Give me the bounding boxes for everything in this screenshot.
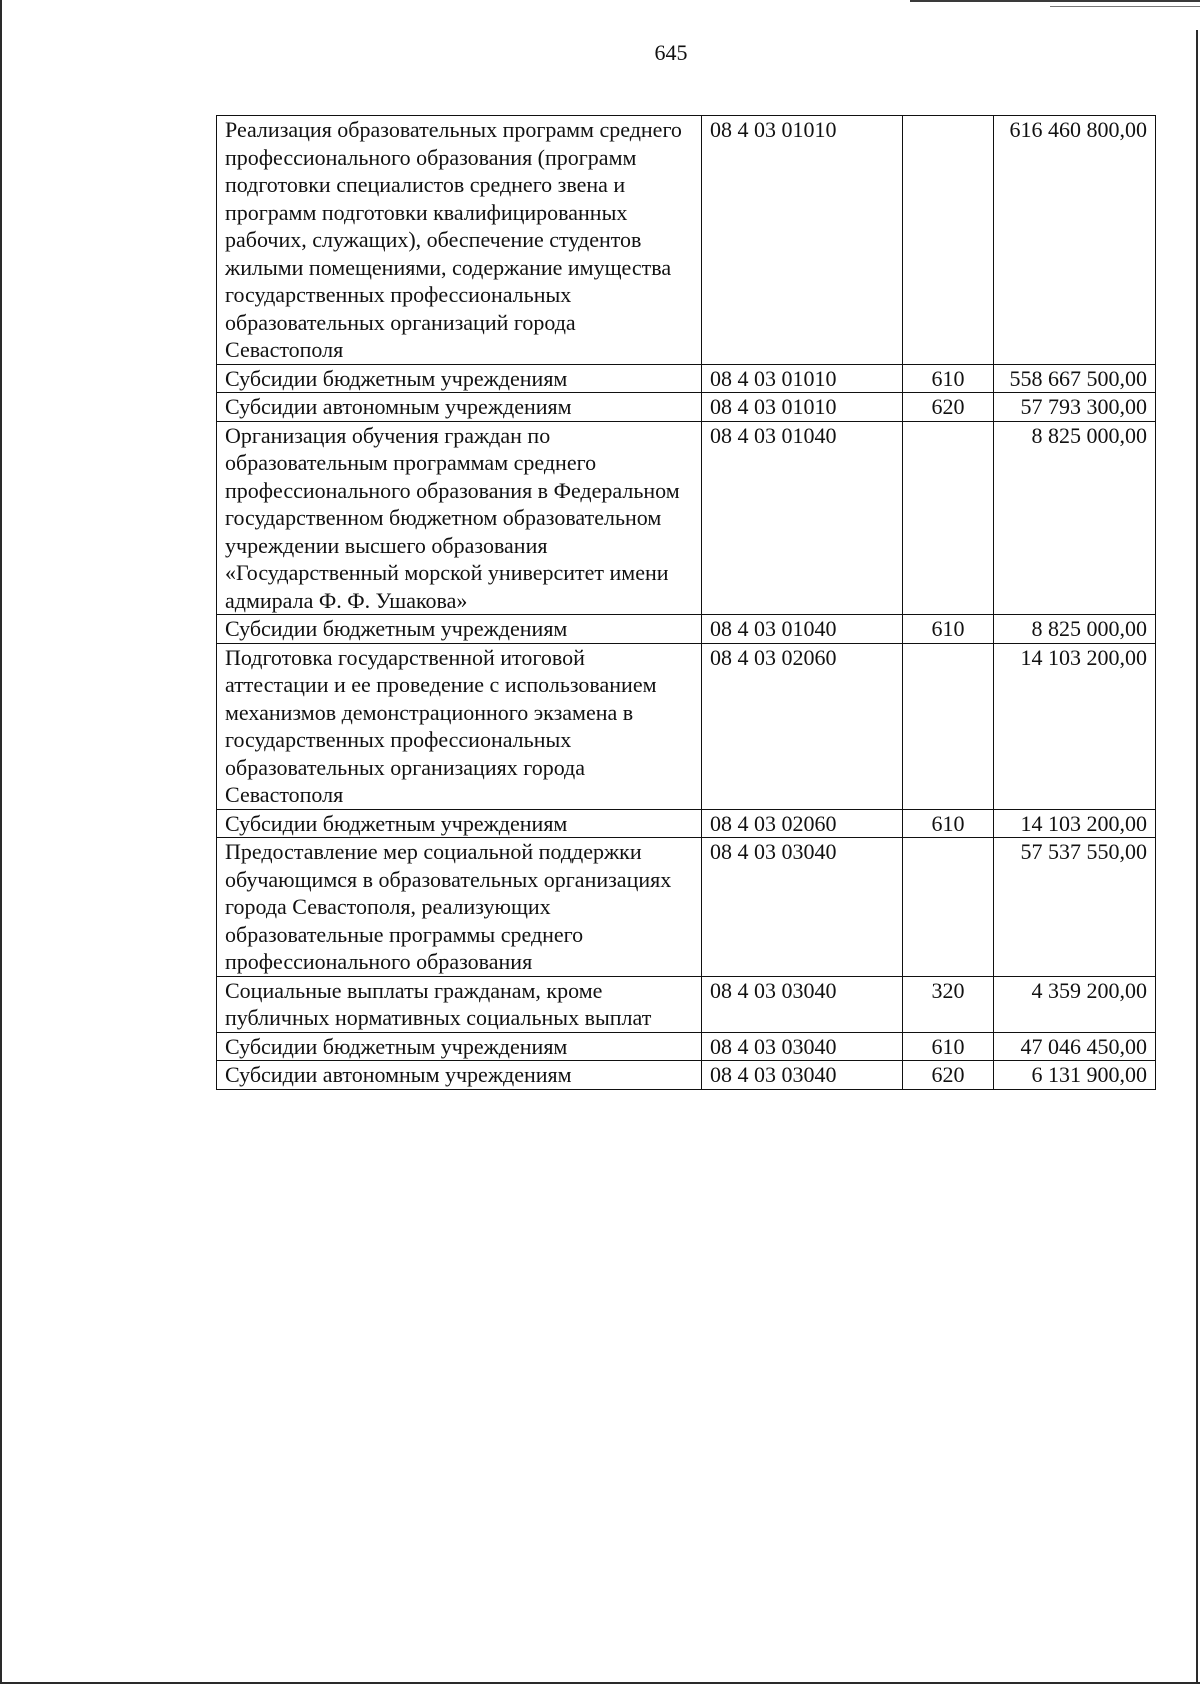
table-row [217, 116, 1156, 365]
table-row [217, 1032, 1156, 1061]
scan-edge-top [910, 0, 1200, 2]
row-sum-cell: 8 825 000,00 [994, 421, 1156, 615]
row-name-cell: Субсидии бюджетным учреждениям [217, 809, 702, 838]
row-sum-cell: 57 793 300,00 [994, 393, 1156, 422]
row-name-cell: Субсидии автономным учреждениям [217, 393, 702, 422]
row-code-cell: 08 4 03 01010 [702, 364, 903, 393]
row-name-cell: Субсидии автономным учреждениям [217, 1061, 702, 1090]
row-expense-type-cell [903, 116, 994, 365]
row-sum-cell: 4 359 200,00 [994, 976, 1156, 1032]
row-code-cell: 08 4 03 01010 [702, 393, 903, 422]
row-sum-cell: 558 667 500,00 [994, 364, 1156, 393]
scan-edge-right [1196, 30, 1198, 1684]
table-row [217, 643, 1156, 809]
row-name-cell: Субсидии бюджетным учреждениям [217, 1032, 702, 1061]
row-code-cell: 08 4 03 01010 [702, 116, 903, 365]
table-row [217, 809, 1156, 838]
row-sum-cell: 57 537 550,00 [994, 838, 1156, 977]
row-expense-type-cell [903, 421, 994, 615]
scan-edge-left [0, 0, 2, 1684]
row-name-cell: Реализация образовательных программ среднего профессионального образования (программ подготовки специалистов среднего звена и программ подготовки квалифицированных рабочих, служащих), обеспечение студентов жилыми помещениями, содержание имущества государственных профессиональных образовательных организаций города Севастополя [217, 116, 702, 365]
row-expense-type-cell: 610 [903, 615, 994, 644]
table-row [217, 1061, 1156, 1090]
row-sum-cell: 8 825 000,00 [994, 615, 1156, 644]
row-code-cell: 08 4 03 01040 [702, 421, 903, 615]
table-row [217, 838, 1156, 977]
row-expense-type-cell: 610 [903, 809, 994, 838]
row-code-cell: 08 4 03 02060 [702, 643, 903, 809]
row-name-cell: Субсидии бюджетным учреждениям [217, 615, 702, 644]
row-sum-cell: 6 131 900,00 [994, 1061, 1156, 1090]
scan-edge-top-mark [1050, 6, 1200, 7]
page-number: 645 [654, 40, 688, 65]
row-expense-type-cell: 610 [903, 364, 994, 393]
row-code-cell: 08 4 03 02060 [702, 809, 903, 838]
row-name-cell: Субсидии бюджетным учреждениям [217, 364, 702, 393]
table-row [217, 976, 1156, 1032]
row-sum-cell: 14 103 200,00 [994, 809, 1156, 838]
row-code-cell: 08 4 03 01040 [702, 615, 903, 644]
row-expense-type-cell [903, 838, 994, 977]
table-row [217, 364, 1156, 393]
row-name-cell: Подготовка государственной итоговой аттестации и ее проведение с использованием механизмов демонстрационного экзамена в государственных профессиональных образовательных организациях города Севастополя [217, 643, 702, 809]
row-sum-cell: 616 460 800,00 [994, 116, 1156, 365]
row-code-cell: 08 4 03 03040 [702, 1061, 903, 1090]
row-sum-cell: 14 103 200,00 [994, 643, 1156, 809]
row-code-cell: 08 4 03 03040 [702, 838, 903, 977]
table-row [217, 393, 1156, 422]
row-expense-type-cell: 620 [903, 1061, 994, 1090]
row-name-cell: Предоставление мер социальной поддержки обучающимся в образовательных организациях города Севастополя, реализующих образовательные программы среднего профессионального образования [217, 838, 702, 977]
row-code-cell: 08 4 03 03040 [702, 1032, 903, 1061]
table-row [217, 615, 1156, 644]
row-expense-type-cell: 620 [903, 393, 994, 422]
row-expense-type-cell: 320 [903, 976, 994, 1032]
row-name-cell: Социальные выплаты гражданам, кроме публичных нормативных социальных выплат [217, 976, 702, 1032]
budget-table-body [217, 116, 1156, 1090]
row-expense-type-cell [903, 643, 994, 809]
row-name-cell: Организация обучения граждан по образовательным программам среднего профессионального образования в Федеральном государственном бюджетном образовательном учреждении высшего образования «Государственный морской университет имени адмирала Ф. Ф. Ушакова» [217, 421, 702, 615]
row-expense-type-cell: 610 [903, 1032, 994, 1061]
table-row [217, 421, 1156, 615]
row-sum-cell: 47 046 450,00 [994, 1032, 1156, 1061]
budget-table [216, 115, 1156, 1090]
row-code-cell: 08 4 03 03040 [702, 976, 903, 1032]
